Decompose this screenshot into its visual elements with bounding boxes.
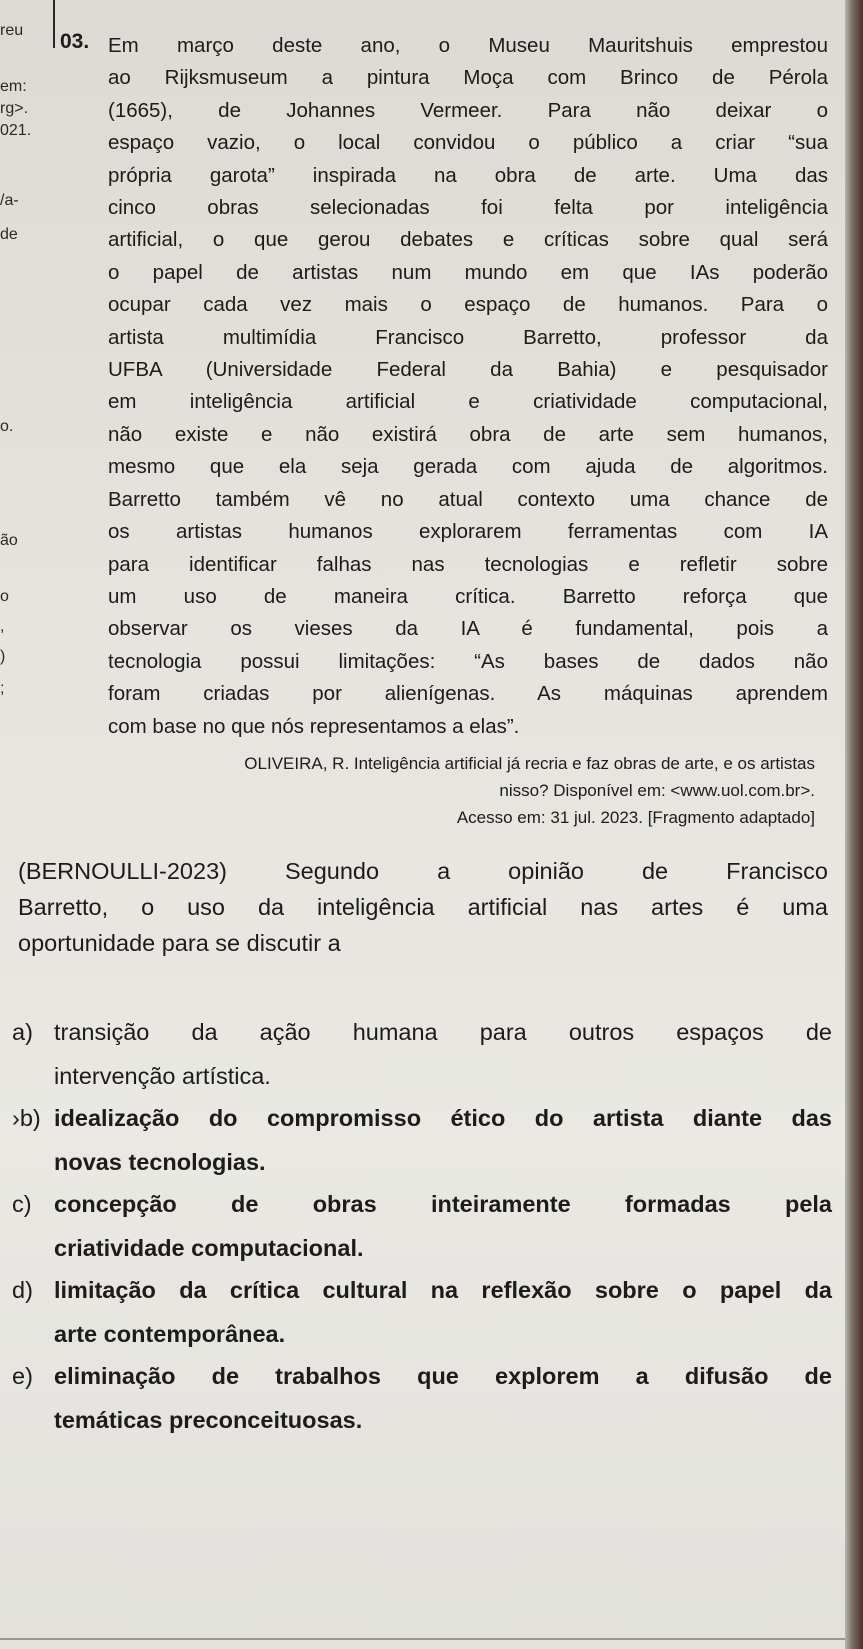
passage-line: espaço vazio, o local convidou o público a criar “sua: [108, 131, 828, 155]
margin-fragment: ): [0, 648, 6, 665]
passage-line: os artistas humanos explorarem ferramentas com IA: [108, 520, 828, 544]
passage-line: artista multimídia Francisco Barretto, professor da: [108, 325, 828, 349]
margin-fragment: de: [0, 226, 18, 243]
option-text: [54, 1182, 832, 1270]
margin-fragment: rg>.: [0, 100, 29, 117]
passage-line: (1665), de Johannes Vermeer. Para não deixar o: [108, 98, 828, 122]
reference-line: Acesso em: 31 jul. 2023. [Fragmento adaptado]: [456, 808, 815, 827]
reference-line: nisso? Disponível em: <www.uol.com.br>.: [499, 781, 815, 800]
passage-line: artificial, o que gerou debates e críticas sobre qual será: [108, 228, 828, 252]
option-line: novas tecnologias.: [54, 1149, 266, 1175]
margin-fragment: ,: [0, 618, 5, 635]
passage-line: tecnologia possui limitações: “As bases de dados não: [108, 649, 828, 673]
passage-text: [108, 30, 828, 743]
margin-fragment: o: [0, 588, 9, 605]
option-line: transição da ação humana para outros espaços de: [54, 1019, 832, 1045]
page-edge-shadow: [845, 0, 863, 1649]
bottom-rule: [0, 1638, 845, 1640]
previous-column-fragments: [0, 0, 45, 740]
passage-line: com base no que nós representamos a elas”.: [108, 714, 520, 738]
option-line: temáticas preconceituosas.: [54, 1407, 363, 1433]
margin-fragment: em:: [0, 78, 27, 95]
option-line: limitação da crítica cultural na reflexão sobre o papel da: [54, 1277, 832, 1303]
option-letter: ›b): [12, 1105, 41, 1131]
reference-line: OLIVEIRA, R. Inteligência artificial já recria e faz obras de arte, e os artistas: [244, 754, 815, 773]
passage-line: um uso de maneira crítica. Barretto reforça que: [108, 584, 828, 608]
passage-line: em inteligência artificial e criatividade computacional,: [108, 390, 828, 414]
stem-line: Barretto, o uso da inteligência artificial nas artes é uma: [18, 894, 828, 920]
passage-line: para identificar falhas nas tecnologias e refletir sobre: [108, 552, 828, 576]
option-letter: e): [12, 1363, 33, 1389]
passage-line: UFBA (Universidade Federal da Bahia) e pesquisador: [108, 358, 828, 382]
passage-line: ocupar cada vez mais o espaço de humanos. Para o: [108, 293, 828, 317]
option-letter: d): [12, 1277, 33, 1303]
source-reference: [95, 750, 815, 831]
option-line: intervenção artística.: [54, 1063, 271, 1089]
margin-fragment: ;: [0, 680, 5, 697]
option-line: eliminação de trabalhos que explorem a difusão de: [54, 1363, 832, 1389]
option-text: [54, 1010, 832, 1098]
option-a[interactable]: [12, 1010, 832, 1098]
passage-line: observar os vieses da IA é fundamental, pois a: [108, 617, 828, 641]
option-text: [54, 1096, 832, 1184]
margin-fragment: ão: [0, 532, 18, 549]
option-letter: c): [12, 1191, 32, 1217]
column-divider: [53, 0, 55, 48]
option-e[interactable]: [12, 1354, 832, 1442]
option-line: concepção de obras inteiramente formadas pela: [54, 1191, 832, 1217]
option-line: idealização do compromisso ético do artista diante das: [54, 1105, 832, 1131]
stem-line: (BERNOULLI-2023) Segundo a opinião de Francisco: [18, 858, 828, 884]
passage-line: não existe e não existirá obra de arte sem humanos,: [108, 422, 828, 446]
margin-fragment: 021.: [0, 122, 32, 139]
margin-fragment: reu: [0, 22, 24, 39]
option-line: arte contemporânea.: [54, 1321, 286, 1347]
passage-line: Barretto também vê no atual contexto uma chance de: [108, 487, 828, 511]
passage-line: própria garota” inspirada na obra de arte. Uma das: [108, 163, 828, 187]
passage-line: Em março deste ano, o Museu Mauritshuis emprestou: [108, 34, 828, 57]
option-d[interactable]: [12, 1268, 832, 1356]
margin-fragment: o.: [0, 418, 14, 435]
passage-line: foram criadas por alienígenas. As máquinas aprendem: [108, 682, 828, 706]
passage-line: o papel de artistas num mundo em que IAs poderão: [108, 260, 828, 284]
passage-line: mesmo que ela seja gerada com ajuda de algoritmos.: [108, 455, 828, 479]
option-letter: a): [12, 1019, 33, 1045]
option-c[interactable]: [12, 1182, 832, 1270]
option-line: criatividade computacional.: [54, 1235, 364, 1261]
question-stem: [18, 853, 828, 961]
option-text: [54, 1354, 832, 1442]
passage-line: cinco obras selecionadas foi felta por inteligência: [108, 196, 828, 220]
stem-line: oportunidade para se discutir a: [18, 930, 341, 956]
passage-line: ao Rijksmuseum a pintura Moça com Brinco de Pérola: [108, 66, 828, 90]
question-number: 03.: [60, 30, 90, 53]
margin-fragment: /a-: [0, 192, 19, 209]
option-b[interactable]: [12, 1096, 832, 1184]
option-text: [54, 1268, 832, 1356]
